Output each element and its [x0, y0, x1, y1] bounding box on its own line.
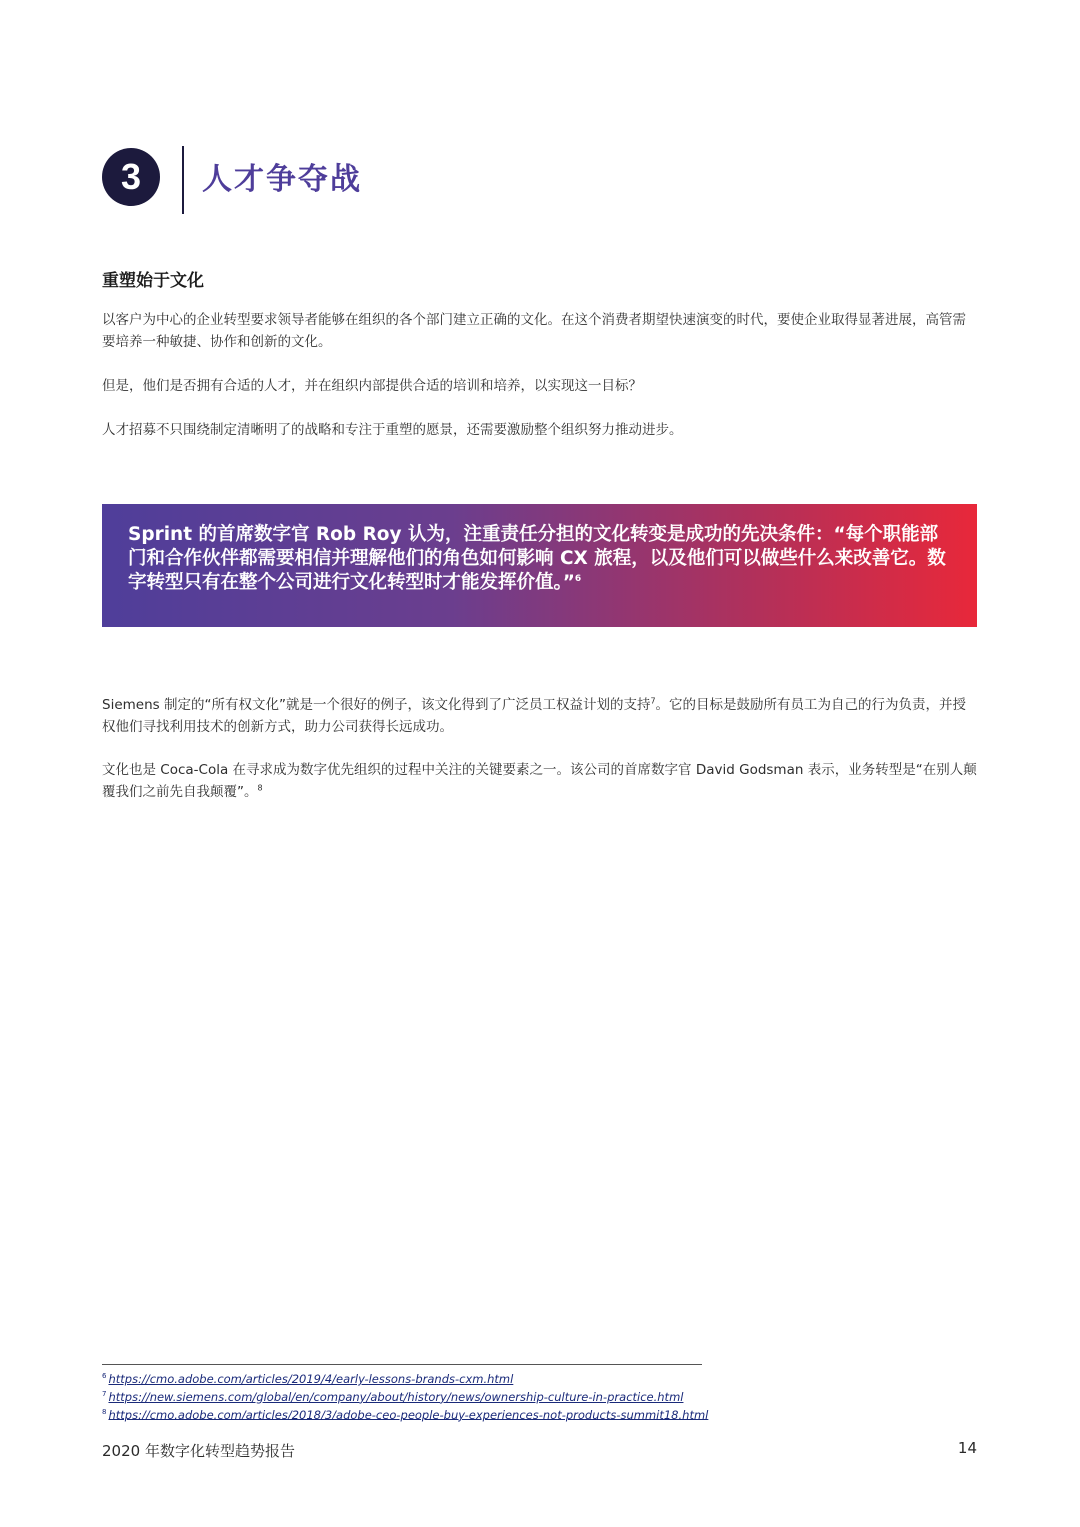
subheading: 重塑始于文化 — [102, 271, 204, 291]
footnote-divider — [102, 1364, 702, 1365]
section-divider — [182, 146, 184, 214]
footnote-link[interactable]: https://cmo.adobe.com/articles/2019/4/early-lessons-brands-cxm.html — [108, 1371, 514, 1386]
page-number: 14 — [957, 1439, 977, 1457]
pull-quote — [128, 523, 956, 595]
pull-quote-box — [102, 504, 977, 627]
report-title: 2020 年数字化转型趋势报告 — [102, 1442, 295, 1460]
footnote-number: 6 — [102, 1372, 107, 1380]
paragraph-coca-cola-text: 文化也是 Coca-Cola 在寻求成为数字优先组织的过程中关注的关键要素之一。该公司的首席数字官 David Godsman 表示，业务转型是“在别人颠覆我们之前先自我颠覆”。 — [102, 762, 977, 800]
paragraph-intro: 以客户为中心的企业转型要求领导者能够在组织的各个部门建立正确的文化。在这个消费者期望快速演变的时代，要使企业取得显著进展，高管需要培养一种敏捷、协作和创新的文化。 — [102, 312, 966, 350]
paragraph-question: 但是，他们是否拥有合适的人才，并在组织内部提供合适的培训和培养，以实现这一目标？ — [102, 378, 642, 394]
paragraph-coca-cola — [102, 759, 978, 803]
footnote-link[interactable]: https://cmo.adobe.com/articles/2018/3/adobe-ceo-people-buy-experiences-not-products-summit18.html — [108, 1407, 709, 1422]
footnote-number: 7 — [102, 1389, 107, 1398]
footnote-6 — [102, 1369, 708, 1387]
footnote-ref-6: 6 — [574, 573, 582, 584]
footnote-ref-8: 8 — [257, 783, 263, 793]
footnotes — [102, 1369, 708, 1422]
footnote-7 — [102, 1387, 708, 1405]
section-number-badge: 3 — [102, 148, 160, 206]
paragraph-siemens-text-b: 。它的目标是鼓励所有员工为自己的行为负责，并授权他们寻找利用技术的创新方式，助力公司获得长远成功。 — [102, 697, 967, 735]
paragraph-recruitment: 人才招募不只围绕制定清晰明了的战略和专注于重塑的愿景，还需要激励整个组织努力推动进步。 — [102, 422, 683, 438]
section-title: 人才争夺战 — [202, 162, 362, 197]
footnote-number: 8 — [102, 1407, 107, 1416]
paragraph-siemens — [102, 694, 978, 738]
pull-quote-text: Sprint 的首席数字官 Rob Roy 认为，注重责任分担的文化转变是成功的先决条件：“每个职能部门和合作伙伴都需要相信并理解他们的角色如何影响 CX 旅程，以及他们可以做些什么来改善它。数字转型只有在整个公司进行文化转型时才能发挥价值。” — [128, 524, 946, 593]
footnote-8 — [102, 1405, 708, 1423]
paragraph-siemens-text-a: Siemens 制定的“所有权文化”就是一个很好的例子，该文化得到了广泛员工权益计划的支持 — [102, 697, 651, 713]
footnote-link[interactable]: https://new.siemens.com/global/en/company/about/history/news/ownership-culture-in-practice.html — [108, 1389, 684, 1404]
footnote-ref-7: 7 — [650, 696, 656, 706]
